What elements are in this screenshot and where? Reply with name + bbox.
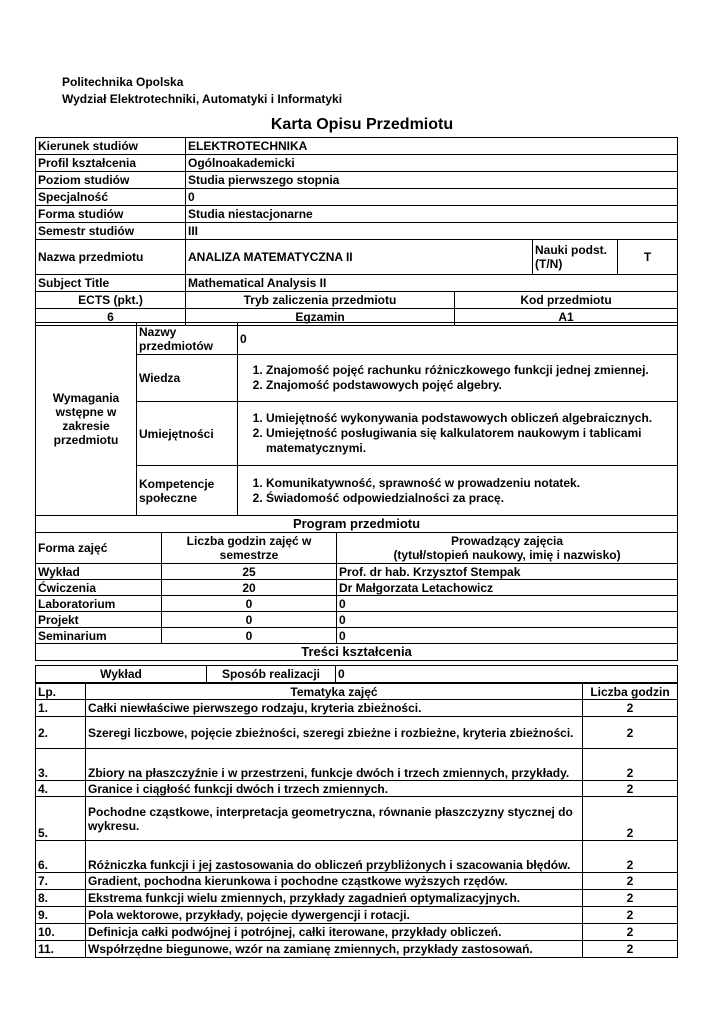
kod-value: A1 xyxy=(455,309,678,326)
godziny-cell: 25 xyxy=(162,564,337,580)
lp-cell: 9. xyxy=(36,907,86,924)
ects-value: 6 xyxy=(36,309,186,326)
page-title: Karta Opisu Przedmiotu xyxy=(270,116,454,133)
info-label: Subject Title xyxy=(36,275,186,292)
lp-cell: 11. xyxy=(36,941,86,958)
info-row xyxy=(36,292,678,309)
info-table xyxy=(35,137,678,326)
table-row xyxy=(36,841,678,873)
program-title: Program przedmiotu xyxy=(36,516,678,533)
lp-cell: 7. xyxy=(36,873,86,890)
table-row xyxy=(36,628,678,644)
info-row xyxy=(36,206,678,223)
nazwy-label: Nazwy przedmiotów xyxy=(137,323,238,355)
faculty-name: Wydział Elektrotechniki, Automatyki i Informatyki xyxy=(62,92,343,106)
info-label: Poziom studiów xyxy=(36,172,186,189)
wyklad-row xyxy=(36,666,678,683)
subject-name: ANALIZA MATEMATYCZNA II xyxy=(186,240,533,275)
topics-table xyxy=(35,683,678,958)
table-row xyxy=(36,580,678,596)
godz-cell: 2 xyxy=(583,700,678,717)
godz-cell: 2 xyxy=(583,907,678,924)
table-row xyxy=(36,596,678,612)
table-row xyxy=(36,890,678,907)
prowadzacy-cell: 0 xyxy=(337,628,678,644)
ects-label: ECTS (pkt.) xyxy=(36,292,186,309)
requirements-table xyxy=(35,322,678,516)
kompetencje-label: Kompetencje społeczne xyxy=(137,466,238,516)
info-label: Nazwa przedmiotu xyxy=(36,240,186,275)
info-row xyxy=(36,189,678,206)
kompetencje-list xyxy=(238,466,678,516)
lp-cell: 3. xyxy=(36,749,86,781)
col-header-lp: Lp. xyxy=(36,684,86,700)
table-row xyxy=(36,700,678,717)
tryb-label: Tryb zaliczenia przedmiotu xyxy=(186,292,455,309)
umiejetnosci-label: Umiejętności xyxy=(137,402,238,466)
list-item: 2. Świadomość odpowiedzialności za pracę. xyxy=(266,491,675,506)
info-row xyxy=(36,138,678,155)
forma-cell: Ćwiczenia xyxy=(36,580,162,596)
info-label: Semestr studiów xyxy=(36,223,186,240)
lp-cell: 2. xyxy=(36,717,86,749)
info-row xyxy=(36,223,678,240)
forma-cell: Wykład xyxy=(36,564,162,580)
forma-cell: Laboratorium xyxy=(36,596,162,612)
temat-cell: Współrzędne biegunowe, wzór na zamianę zmiennych, przykłady zastosowań. xyxy=(86,941,583,958)
sposob-label: Sposób realizacji xyxy=(207,666,336,683)
document-header xyxy=(62,74,342,108)
table-row xyxy=(36,941,678,958)
info-label: Specjalność xyxy=(36,189,186,206)
lp-cell: 6. xyxy=(36,841,86,873)
prowadzacy-cell: 0 xyxy=(337,612,678,628)
temat-cell: Całki niewłaściwe pierwszego rodzaju, kryteria zbieżności. xyxy=(86,700,583,717)
info-label: Kierunek studiów xyxy=(36,138,186,155)
info-value: 0 xyxy=(186,189,678,206)
section-row xyxy=(36,516,678,533)
section-row xyxy=(36,644,678,661)
table-row xyxy=(36,781,678,797)
tryb-value: Egzamin xyxy=(186,309,455,326)
temat-cell: Pola wektorowe, przykłady, pojęcie dywergencji i rotacji. xyxy=(86,907,583,924)
temat-cell: Zbiory na płaszczyźnie i w przestrzeni, funkcje dwóch i trzech zmiennych, przykłady. xyxy=(86,749,583,781)
requirements-row xyxy=(36,323,678,355)
col-header-tematyka: Tematyka zajęć xyxy=(86,684,583,700)
forma-cell: Seminarium xyxy=(36,628,162,644)
col-header-prowadzacy xyxy=(337,533,678,564)
table-row xyxy=(36,564,678,580)
col-header-liczba: Liczba godzin zajęć w semestrze xyxy=(162,533,337,564)
godziny-cell: 0 xyxy=(162,596,337,612)
table-row xyxy=(36,797,678,841)
info-row xyxy=(36,155,678,172)
nauki-value: T xyxy=(618,240,678,275)
program-table xyxy=(35,515,678,661)
godz-cell: 2 xyxy=(583,924,678,941)
godziny-cell: 20 xyxy=(162,580,337,596)
list-item: 1. Znajomość pojęć rachunku różniczkowego funkcji jednej zmiennej. xyxy=(266,363,675,378)
tresci-title: Treści kształcenia xyxy=(36,644,678,661)
temat-cell: Ekstrema funkcji wielu zmiennych, przykłady zagadnień optymalizacyjnych. xyxy=(86,890,583,907)
info-value: ELEKTROTECHNIKA xyxy=(186,138,678,155)
col-header-forma: Forma zajęć xyxy=(36,533,162,564)
info-row xyxy=(36,172,678,189)
kod-label: Kod przedmiotu xyxy=(455,292,678,309)
temat-cell: Definicja całki podwójnej i potrójnej, całki iterowane, przykłady obliczeń. xyxy=(86,924,583,941)
table-row xyxy=(36,717,678,749)
program-header-row xyxy=(36,533,678,564)
prowadzacy-cell: 0 xyxy=(337,596,678,612)
topics-header-row xyxy=(36,684,678,700)
info-label: Forma studiów xyxy=(36,206,186,223)
info-value: Ogólnoakademicki xyxy=(186,155,678,172)
table-row xyxy=(36,924,678,941)
godz-cell: 2 xyxy=(583,890,678,907)
university-name: Politechnika Opolska xyxy=(62,75,184,89)
prowadzacy-cell: Prof. dr hab. Krzysztof Stempak xyxy=(337,564,678,580)
forma-cell: Projekt xyxy=(36,612,162,628)
lp-cell: 8. xyxy=(36,890,86,907)
godz-cell: 2 xyxy=(583,941,678,958)
temat-cell: Gradient, pochodna kierunkowa i pochodne cząstkowe wyższych rzędów. xyxy=(86,873,583,890)
lp-cell: 10. xyxy=(36,924,86,941)
temat-cell: Różniczka funkcji i jej zastosowania do obliczeń przybliżonych i szacowania błędów. xyxy=(86,841,583,873)
godz-cell: 2 xyxy=(583,749,678,781)
wiedza-label: Wiedza xyxy=(137,355,238,402)
temat-cell: Szeregi liczbowe, pojęcie zbieżności, szeregi zbieżne i rozbieżne, kryteria zbieżności. xyxy=(86,717,583,749)
godz-cell: 2 xyxy=(583,797,678,841)
col-header-godzin: Liczba godzin xyxy=(583,684,678,700)
info-row xyxy=(36,275,678,292)
nazwy-value: 0 xyxy=(238,323,678,355)
list-item: 2. Umiejętność posługiwania się kalkulatorem naukowym i tablicami matematycznymi. xyxy=(266,426,675,456)
list-item: 2. Znajomość podstawowych pojęć algebry. xyxy=(266,378,675,393)
table-row xyxy=(36,907,678,924)
info-value: Mathematical Analysis II xyxy=(186,275,678,292)
col-header-prowadzacy-line1: Prowadzący zajęcia xyxy=(450,534,564,548)
table-row xyxy=(36,749,678,781)
lp-cell: 4. xyxy=(36,781,86,797)
nauki-label: Nauki podst. (T/N) xyxy=(533,240,618,275)
info-label: Profil kształcenia xyxy=(36,155,186,172)
info-value: III xyxy=(186,223,678,240)
list-item: 1. Komunikatywność, sprawność w prowadzeniu notatek. xyxy=(266,476,675,491)
info-value: Studia pierwszego stopnia xyxy=(186,172,678,189)
lp-cell: 5. xyxy=(36,797,86,841)
godziny-cell: 0 xyxy=(162,612,337,628)
info-row xyxy=(36,240,678,275)
sposob-value: 0 xyxy=(336,666,678,683)
col-header-prowadzacy-line2: (tytuł/stopień naukowy, imię i nazwisko) xyxy=(393,548,621,562)
godz-cell: 2 xyxy=(583,841,678,873)
lp-cell: 1. xyxy=(36,700,86,717)
temat-cell: Granice i ciągłość funkcji dwóch i trzech zmiennych. xyxy=(86,781,583,797)
wiedza-list xyxy=(238,355,678,402)
umiejetnosci-list xyxy=(238,402,678,466)
godziny-cell: 0 xyxy=(162,628,337,644)
godz-cell: 2 xyxy=(583,717,678,749)
info-value: Studia niestacjonarne xyxy=(186,206,678,223)
list-item: 1. Umiejętność wykonywania podstawowych obliczeń algebraicznych. xyxy=(266,411,675,426)
table-row xyxy=(36,612,678,628)
wyklad-label: Wykład xyxy=(36,666,207,683)
godz-cell: 2 xyxy=(583,781,678,797)
wyklad-table xyxy=(35,665,678,683)
table-row xyxy=(36,873,678,890)
requirements-label: Wymagania wstępne w zakresie przedmiotu xyxy=(36,323,137,516)
temat-cell: Pochodne cząstkowe, interpretacja geometryczna, równanie płaszczyzny stycznej do wykresu. xyxy=(86,797,583,841)
godz-cell: 2 xyxy=(583,873,678,890)
prowadzacy-cell: Dr Małgorzata Letachowicz xyxy=(337,580,678,596)
